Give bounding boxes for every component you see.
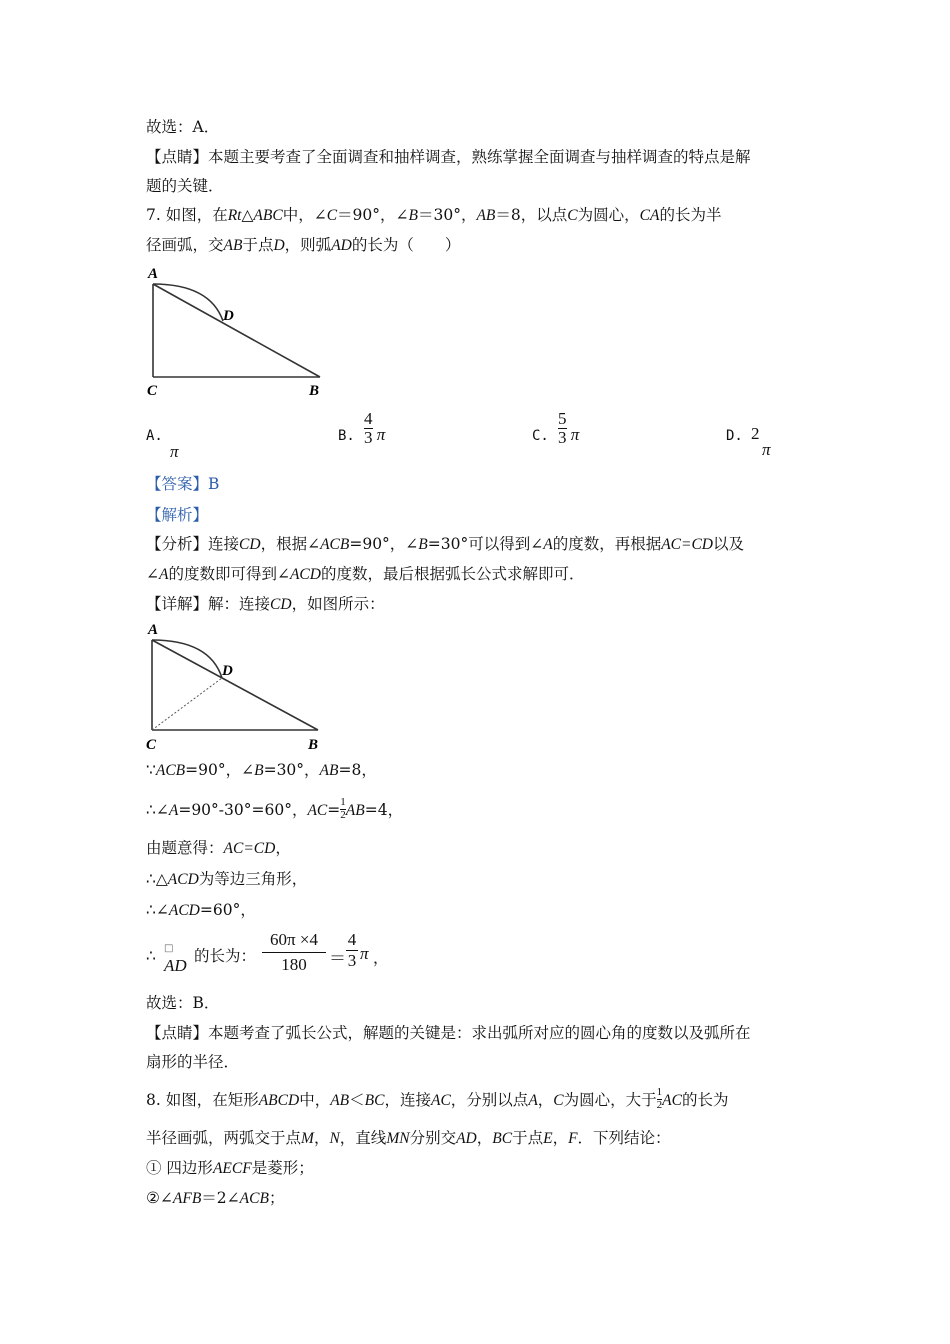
option-b[interactable]: B. <box>338 428 355 444</box>
arc-symbol: □ <box>164 943 174 954</box>
comment-line1: 【点睛】本题考查了弧长公式，解题的关键是：求出弧所对应的圆心角的度数以及弧所在 <box>146 1024 751 1042</box>
option-d[interactable]: D. <box>726 428 743 444</box>
triangle-figure-1 <box>140 264 340 404</box>
arc-ad: AD <box>164 956 187 975</box>
step-6-text: 的长为： <box>194 947 257 965</box>
option-c-frac: $\frac{5}{3}$ π <box>558 409 580 447</box>
option-d-pi: π <box>762 440 771 459</box>
result-pi: π <box>360 944 369 963</box>
analysis-line2: ∠A的度数即可得到∠ACD的度数，最后根据弧长公式求解即可． <box>146 565 585 583</box>
option-b-frac: $\frac{4}{3}$ π <box>364 409 386 447</box>
answer-line: 【答案】B <box>146 475 220 493</box>
question-8-line1: 8. 如图，在矩形ABCD中，AB＜BC，连接AC，分别以点A，C为圆心，大于 $\frac{1}{2}$ AC的长为 <box>146 1086 729 1111</box>
triangle-figure-2 <box>140 620 340 760</box>
label-c: C <box>147 383 158 399</box>
question-7-line2: 径画弧，交AB于点D，则弧AD的长为（ ） <box>146 236 461 254</box>
question-8-line2: 半径画弧，两弧交于点M，N，直线MN分别交AD，BC于点E，F．下列结论： <box>146 1129 671 1147</box>
text-line: 题的关键． <box>146 177 224 195</box>
option-a[interactable]: A. <box>146 428 163 444</box>
label-a: A <box>148 622 159 638</box>
step-6-prefix: ∴ <box>146 947 156 965</box>
option-d-value: 2 <box>751 424 760 443</box>
label-b: B <box>309 383 320 399</box>
detail-line: 【详解】解：连接CD，如图所示： <box>146 595 385 613</box>
step-1: ∵ACB=90°，∠B=30°，AB=8， <box>146 761 377 779</box>
conclusion-1: ① 四边形AECF是菱形； <box>146 1159 314 1177</box>
step-4: ∴△ACD为等边三角形， <box>146 870 308 888</box>
analysis-heading: 【解析】 <box>146 506 209 524</box>
step-2: ∴∠A=90°-30°=60°，AC= $\frac{1}{2}$ AB=4， <box>146 796 404 821</box>
step-3: 由题意得：AC=CD， <box>146 839 291 857</box>
label-c: C <box>146 737 157 753</box>
comment-line2: 扇形的半径． <box>146 1053 240 1071</box>
text-line: 【点睛】本题主要考查了全面调查和抽样调查，熟练掌握全面调查与抽样调查的特点是解 <box>146 148 751 166</box>
label-d: D <box>222 663 233 679</box>
step-6-fraction: 60π ×4 180 <box>262 930 326 975</box>
option-c[interactable]: C. <box>532 428 549 444</box>
label-b: B <box>308 737 319 753</box>
text-line: 故选：A． <box>146 118 220 136</box>
step-5: ∴∠ACD=60°， <box>146 901 256 919</box>
analysis-line1: 【分析】连接CD，根据∠ACB=90°，∠B=30°可以得到∠A的度数，再根据AC=CD以及 <box>146 535 745 553</box>
label-d: D <box>223 308 234 324</box>
question-7-line1: 7. 如图，在Rt△ABC中，∠C＝90°，∠B＝30°，AB＝8，以点C为圆心，CA的长为半 <box>146 206 722 224</box>
step-6-end: ， <box>373 949 389 967</box>
option-a-pi: π <box>170 442 179 461</box>
step-6-result: 4 3 <box>347 930 357 970</box>
conclusion-2: ②∠AFB＝2∠ACB； <box>146 1189 285 1207</box>
conclusion: 故选：B． <box>146 994 220 1012</box>
label-a: A <box>148 266 159 282</box>
equals-sign: ＝ <box>329 949 346 969</box>
